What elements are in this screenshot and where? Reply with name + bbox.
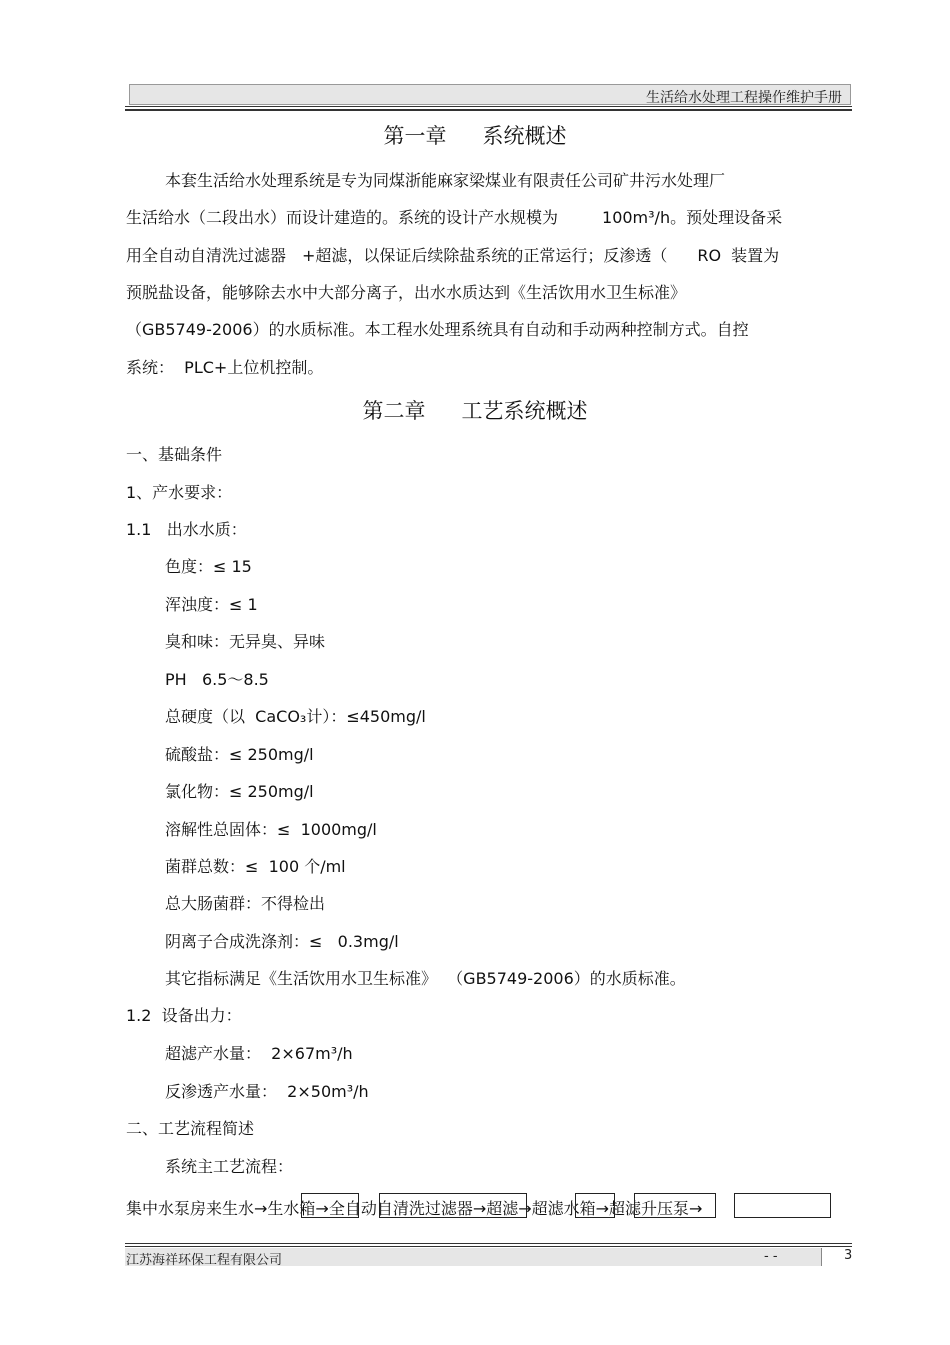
footer-company: 江苏海祥环保工程有限公司 <box>126 1253 283 1268</box>
footer-rule <box>125 1243 852 1244</box>
flow-box <box>301 1193 359 1218</box>
flow-box <box>575 1193 615 1218</box>
quality-item: 菌群总数：≤ 100 个/ml <box>165 857 346 876</box>
quality-item: 硫酸盐：≤ 250mg/l <box>165 745 314 764</box>
running-header <box>129 84 851 105</box>
quality-item: 氯化物：≤ 250mg/l <box>165 782 314 801</box>
capacity-item: 超滤产水量： 2×67m³/h <box>165 1044 353 1063</box>
header-rule <box>125 106 852 107</box>
item-1-title: 1、产水要求： <box>126 483 233 502</box>
section-2-title: 二、工艺流程简述 <box>126 1119 255 1138</box>
footer-dash: - - <box>764 1249 778 1264</box>
item-1-2-title: 1.2 设备出力： <box>126 1006 242 1025</box>
intro-line-3-tail: 装置为 <box>731 246 780 265</box>
ro-abbrev: RO <box>697 246 722 265</box>
header-title: 生活给水处理工程操作维护手册 <box>646 90 842 106</box>
capacity-item: 反渗透产水量： 2×50m³/h <box>165 1082 369 1101</box>
process-flow-text: 集中水泵房来生水→生水箱→全自动自清洗过滤器→超滤→超滤水箱→超滤升压泵→ <box>126 1199 703 1218</box>
quality-item: 阴离子合成洗涤剂：≤ 0.3mg/l <box>165 932 399 951</box>
chapter-1-number: 第一章 <box>383 124 447 148</box>
intro-line-1: 本套生活给水处理系统是专为同煤浙能麻家梁煤业有限责任公司矿井污水处理厂 <box>165 171 726 190</box>
intro-line-3 <box>126 243 779 266</box>
section-1-title: 一、基础条件 <box>126 445 223 464</box>
header-rule-thick <box>125 109 852 111</box>
flow-box <box>634 1193 716 1218</box>
intro-line-5: （GB5749-2006）的水质标准。本工程水处理系统具有自动和手动两种控制方式。自控 <box>126 320 749 339</box>
intro-line-3-text: 用全自动自清洗过滤器 +超滤，以保证后续除盐系统的正常运行；反渗透（ <box>126 246 668 265</box>
flow-intro: 系统主工艺流程： <box>165 1157 294 1176</box>
intro-line-2-tail: 。预处理设备采 <box>670 208 783 227</box>
footer-rule <box>125 1246 852 1247</box>
quality-item: PH 6.5～8.5 <box>165 670 269 689</box>
intro-line-4: 预脱盐设备，能够除去水中大部分离子，出水水质达到《生活饮用水卫生标准》 <box>126 283 687 302</box>
design-capacity-value: 100m³/h <box>602 208 671 227</box>
chapter-2-heading <box>0 395 950 425</box>
intro-line-2-text: 生活给水（二段出水）而设计建造的。系统的设计产水规模为 <box>126 208 559 227</box>
footer-divider <box>821 1248 822 1266</box>
quality-item: 其它指标满足《生活饮用水卫生标准》 （GB5749-2006）的水质标准。 <box>165 969 686 988</box>
chapter-2-title: 工艺系统概述 <box>461 399 588 423</box>
chapter-1-title: 系统概述 <box>482 124 567 148</box>
quality-item: 总硬度（以 CaCO₃计）：≤450mg/l <box>165 707 426 726</box>
flow-box <box>379 1193 527 1218</box>
intro-line-2 <box>126 205 782 228</box>
quality-item: 溶解性总固体：≤ 1000mg/l <box>165 820 377 839</box>
quality-item: 臭和味：无异臭、异味 <box>165 632 326 651</box>
intro-line-6: 系统： PLC+上位机控制。 <box>126 358 324 377</box>
page-number: 3 <box>844 1248 853 1263</box>
quality-item: 色度：≤ 15 <box>165 557 252 576</box>
flow-box <box>734 1193 831 1218</box>
quality-item: 浑浊度：≤ 1 <box>165 595 258 614</box>
chapter-2-number: 第二章 <box>362 399 426 423</box>
chapter-1-heading <box>0 120 950 150</box>
item-1-1-title: 1.1 出水水质： <box>126 520 247 539</box>
quality-item: 总大肠菌群：不得检出 <box>165 894 326 913</box>
